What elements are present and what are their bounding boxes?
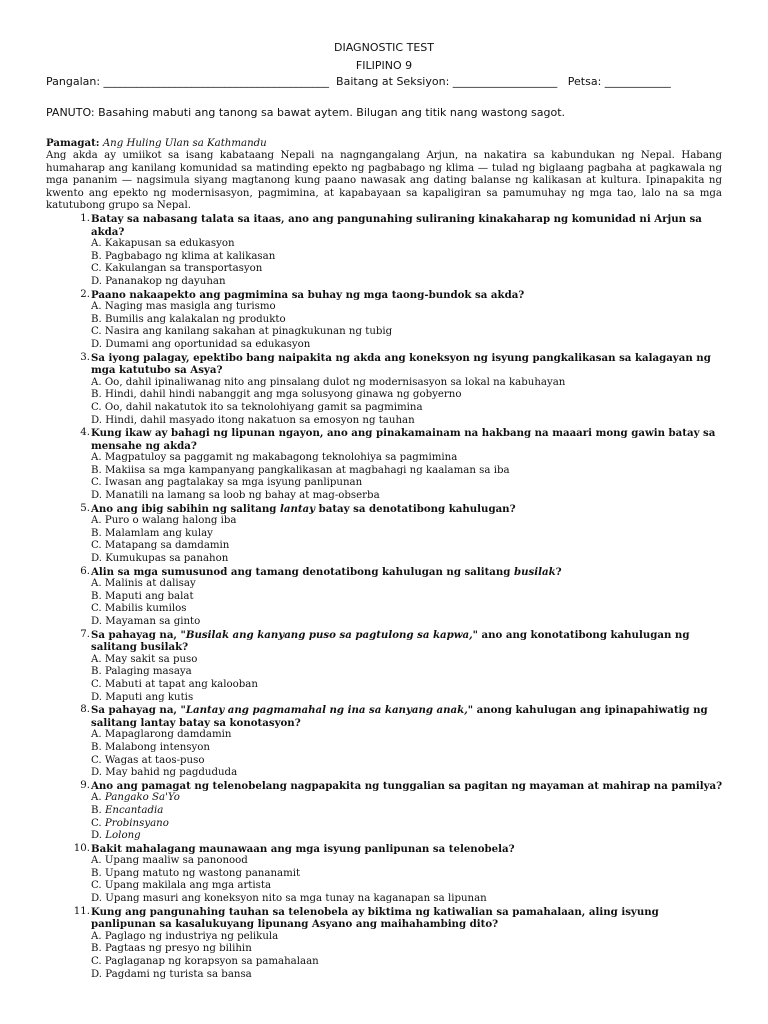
answer-option[interactable]: D. Upang masuri ang koneksyon nito sa mga tunay na kaganapan sa lipunan <box>91 893 487 905</box>
question-text-main: Batay sa nabasang talata sa itaas, ano ang pangunahing suliraning kinakaharap ng komunidad ni Arjun sa akda? <box>91 213 702 238</box>
question-item <box>46 843 726 906</box>
answer-option[interactable]: D. Dumami ang oportunidad sa edukasyon <box>91 338 311 350</box>
question-number: 1. <box>80 213 90 224</box>
question-text <box>91 906 726 931</box>
question-text <box>91 213 726 238</box>
grade-section-field: Baitang at Seksiyon: ___________________ <box>336 75 558 88</box>
question-item <box>46 629 726 705</box>
question-text <box>91 780 726 793</box>
answer-option[interactable]: A. Paglago ng industriya ng pelikula <box>91 930 279 942</box>
passage-title-line <box>46 137 726 151</box>
instructions: PANUTO: Basahing mabuti ang tanong sa bawat aytem. Bilugan ang titik nang wastong sagot. <box>46 106 566 119</box>
answer-option[interactable]: D. Manatili na lamang sa loob ng bahay at mag-obserba <box>91 490 380 502</box>
question-text-main: Sa pahayag na, " <box>91 628 186 641</box>
question-text-end: ? <box>555 565 562 578</box>
answer-option[interactable]: A. Upang maaliw sa panonood <box>91 855 248 867</box>
answer-option[interactable]: C. Mabuti at tapat ang kalooban <box>91 678 258 690</box>
answer-option[interactable]: A. Magpatuloy sa paggamit ng makabagong teknolohiya sa pagmimina <box>91 452 458 464</box>
question-text-main: Ano ang pamagat ng telenobelang nagpapakita ng tunggalian sa pagitan ng mayaman at mahirap na pamilya? <box>91 779 723 792</box>
answer-option[interactable]: D. Hindi, dahil masyado itong nakatuon sa emosyon ng tauhan <box>91 414 415 426</box>
student-info-fields <box>46 75 726 88</box>
question-text-end: " anong kahulugan ang ipinapahiwatig ng salitang lantay batay sa konotasyon? <box>91 704 708 729</box>
question-text-main: Bakit mahalagang maunawaan ang mga isyung panlipunan sa telenobela? <box>91 842 515 855</box>
answer-option[interactable]: B. Pagbabago ng klima at kalikasan <box>91 250 276 262</box>
answer-option[interactable]: B. Hindi, dahil hindi nabanggit ang mga solusyong ginawa ng gobyerno <box>91 389 462 401</box>
question-text <box>91 352 726 377</box>
question-number: 11. <box>73 905 90 917</box>
question-text-end: batay sa denotatibong kahulugan? <box>315 502 516 515</box>
question-text-main: Ano ang ibig sabihin ng salitang <box>91 502 280 515</box>
question-number: 3. <box>80 351 90 363</box>
question-number: 6. <box>80 565 90 577</box>
answer-option[interactable]: A. Kakapusan sa edukasyon <box>91 238 235 250</box>
answer-option[interactable]: D. Pagdami ng turista sa bansa <box>91 968 252 980</box>
answer-option[interactable]: C. Oo, dahil nakatutok ito sa teknolohiyang gamit sa pagmimina <box>91 401 423 413</box>
question-text-main: Kung ang pangunahing tauhan sa telenobela ay biktima ng katiwalian sa pamahalaan, aling isyung panlipunan sa kasalukuyang lipunang Asyano ang maihahambing dito? <box>91 905 659 931</box>
question-item <box>46 566 726 629</box>
question-text-emphasis: busilak <box>513 565 556 578</box>
question-text-main: Sa pahayag na, " <box>91 704 186 717</box>
question-text-emphasis: Lantay ang pagmamahal ng ina sa kanyang anak, <box>185 704 468 717</box>
answer-option[interactable]: C. Matapang sa damdamin <box>91 540 230 552</box>
passage-text: Ang akda ay umiikot sa isang kabataang Nepali na nagngangalang Arjun, na nakatira sa kabundukan ng Nepal. Habang humaharap ang kanilang komunidad sa matinding epekto ng pagbabago ng klima — tulad ng biglaang pagbaha at pagkawala ng mga pananim — nagsimula siyang magtanong kung paano nawasak ang dating balanse ng kalikasan at kultura. Ipinapakita ng kwento ang epekto ng modernisasyon, pagmimina, at kapabayaan sa kapaligiran sa pamumuhay ng mga tao, lalo na sa mga katutubong grupo sa Nepal. <box>46 150 722 212</box>
question-text <box>91 629 726 654</box>
answer-option[interactable]: A. Puro o walang halong iba <box>91 515 237 527</box>
question-number: 5. <box>80 502 90 514</box>
answer-option[interactable]: A. Mapaglarong damdamin <box>91 729 232 741</box>
answer-option[interactable]: B. Palaging masaya <box>91 666 192 678</box>
question-text <box>91 566 726 579</box>
name-field: Pangalan: _________________________________________ <box>46 75 330 88</box>
question-text <box>91 704 726 729</box>
answer-option[interactable]: C. Iwasan ang pagtalakay sa mga isyung panlipunan <box>91 477 363 489</box>
question-number: 4. <box>80 427 90 439</box>
question-item <box>46 289 726 352</box>
question-number: 2. <box>80 288 90 300</box>
question-number: 8. <box>80 704 90 716</box>
question-text-main: Alin sa mga sumusunod ang tamang denotatibong kahulugan ng salitang <box>91 565 514 578</box>
question-item <box>46 427 726 503</box>
passage-title-label: Pamagat: <box>46 137 100 149</box>
question-list <box>46 213 726 981</box>
answer-option[interactable]: B. Malamlam ang kulay <box>91 527 213 539</box>
answer-option[interactable]: B. Bumilis ang kalakalan ng produkto <box>91 313 286 325</box>
question-text <box>91 843 726 856</box>
passage-title: Ang Huling Ulan sa Kathmandu <box>102 138 267 149</box>
question-item <box>46 213 726 289</box>
question-text-end: " ano ang konotatibong kahulugan ng salitang busilak? <box>91 628 690 654</box>
question-text <box>91 289 726 302</box>
answer-option[interactable]: B. Makiisa sa mga kampanyang pangkalikasan at magbahagi ng kaalaman sa iba <box>91 464 510 476</box>
answer-option[interactable]: B. Pagtaas ng presyo ng bilihin <box>91 943 252 955</box>
answer-option[interactable]: B. Upang matuto ng wastong pananamit <box>91 867 301 879</box>
answer-option[interactable]: C. Nasira ang kanilang sakahan at pinagkukunan ng tubig <box>91 326 393 338</box>
answer-option[interactable]: D. Pananakop ng dayuhan <box>91 275 226 287</box>
question-item <box>46 704 726 780</box>
answer-option[interactable]: C. Paglaganap ng korapsyon sa pamahalaan <box>91 956 319 968</box>
answer-option[interactable]: C. Kakulangan sa transportasyon <box>91 263 263 275</box>
answer-option[interactable]: C. Upang makilala ang mga artista <box>91 880 272 892</box>
answer-option[interactable]: D. Kumukupas sa panahon <box>91 553 229 565</box>
answer-option[interactable]: D. Maputi ang kutis <box>91 691 194 703</box>
answer-option[interactable]: A. Malinis at dalisay <box>91 578 196 590</box>
answer-option[interactable]: C. Probinsyano <box>91 817 169 829</box>
question-item <box>46 906 726 982</box>
answer-option[interactable]: B. Maputi ang balat <box>91 590 194 602</box>
question-text <box>91 427 726 452</box>
answer-option[interactable]: C. Wagas at taos-puso <box>91 754 205 766</box>
question-item <box>46 503 726 566</box>
answer-option[interactable]: B. Encantadia <box>91 804 164 816</box>
answer-option[interactable]: A. Naging mas masigla ang turismo <box>91 301 276 313</box>
test-title: DIAGNOSTIC TEST <box>334 41 434 54</box>
subject-title: FILIPINO 9 <box>355 59 413 72</box>
question-text-emphasis: Busilak ang kanyang puso sa pagtulong sa kapwa, <box>185 628 473 641</box>
question-item <box>46 780 726 843</box>
date-field: Petsa: ____________ <box>567 75 671 88</box>
answer-option[interactable]: A. Pangako Sa'Yo <box>91 792 180 804</box>
answer-option[interactable]: D. Mayaman sa ginto <box>91 616 201 627</box>
question-text-main: Sa iyong palagay, epektibo bang naipakita ng akda ang koneksyon ng isyung pangkalikasan sa kalagayan ng mga katutubo sa Asya? <box>91 351 711 377</box>
question-text-main: Paano nakaapekto ang pagmimina sa buhay ng mga taong-bundok sa akda? <box>91 288 525 301</box>
question-text-main: Kung ikaw ay bahagi ng lipunan ngayon, ano ang pinakamainam na hakbang na maaari mong gawin batay sa mensahe ng akda? <box>91 427 716 452</box>
question-number: 9. <box>80 779 90 791</box>
question-text-emphasis: lantay <box>279 502 316 515</box>
answer-option[interactable]: B. Malabong intensyon <box>91 741 210 753</box>
answer-option[interactable]: A. Oo, dahil ipinaliwanag nito ang pinsalang dulot ng modernisasyon sa lokal na kabuhayan <box>91 376 566 388</box>
answer-option[interactable]: D. Lolong <box>91 830 141 842</box>
answer-option[interactable]: C. Mabilis kumilos <box>91 603 187 615</box>
question-item <box>46 352 726 428</box>
question-number: 7. <box>80 628 90 640</box>
question-text <box>91 503 726 516</box>
question-number: 10. <box>73 842 90 854</box>
answer-option[interactable]: A. May sakit sa puso <box>91 653 198 665</box>
answer-option[interactable]: D. May bahid ng pagdududa <box>91 767 238 779</box>
